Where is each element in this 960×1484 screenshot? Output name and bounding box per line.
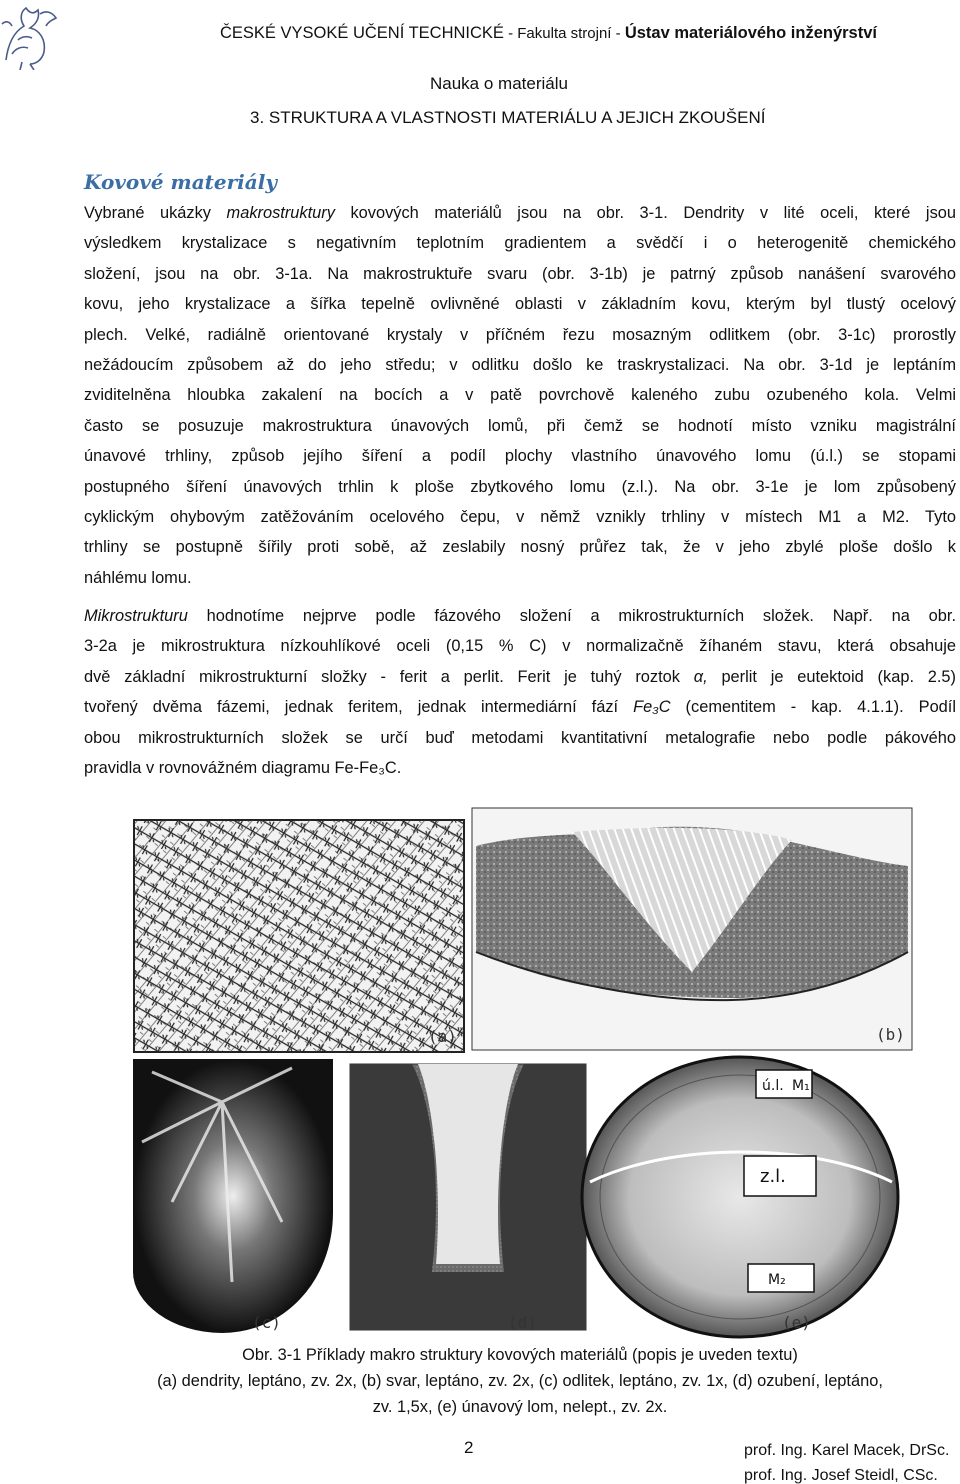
text-line: pravidla v rovnovážném diagramu Fe-Fe₃C. — [84, 759, 402, 778]
footer-authors — [744, 1438, 949, 1484]
paragraph-macrostructure — [84, 198, 956, 593]
inset-label-m1: M₁ — [792, 1078, 810, 1094]
text-line: tvořený dvěma fázemi, jednak feritem, jednak intermediární fází Fe₃C (cementitem - kap. 4.1.1). Podíl — [84, 698, 956, 717]
text-line: dvě základní mikrostrukturní složky - ferit a perlit. Ferit je tuhý roztok α, perlit je eutektoid (kap. 2.5) — [84, 667, 957, 686]
text-line: obou mikrostrukturních složek se určí buď metodami kvantitativní metalografie nebo podle pákového — [84, 728, 956, 747]
header-faculty: - Fakulta strojní - — [503, 25, 625, 42]
panel-label-e: (e) — [782, 1313, 811, 1332]
text-line: složení, jsou na obr. 3-1a. Na makrostruktuře svaru (obr. 3-1b) je patrný způsob nanášení svarového — [84, 264, 956, 283]
section-title: Kovové materiály — [84, 170, 277, 194]
text-line: zviditelněna hloubka zakalení na bocích a v patě povrchově kaleného zubu ozubeného kola. Velmi — [84, 386, 956, 405]
caption-line: Obr. 3-1 Příklady makro struktury kovových materiálů (popis je uveden textu) — [242, 1346, 798, 1364]
inset-label-zl: z.l. — [760, 1166, 786, 1187]
text-line: trhliny se postupně šířily proti sobě, až zeslabily nosný průřez tak, že v jeho zbylé ploše došlo k — [84, 538, 956, 557]
header-course: Nauka o materiálu — [430, 74, 568, 93]
header-university-line — [220, 24, 877, 43]
panel-a-dendrites — [134, 820, 464, 1052]
panel-b-weld — [472, 808, 912, 1050]
text-line: cyklickým ohybovým zatěžováním ocelového čepu, v němž vznikly trhliny v místech M1 a M2. Tyto — [84, 508, 956, 527]
paragraph-microstructure — [84, 601, 956, 783]
header-chapter: 3. STRUKTURA A VLASTNOSTI MATERIÁLU A JEJICH ZKOUŠENÍ — [250, 108, 766, 127]
panel-c-casting — [132, 1060, 332, 1340]
panel-d-gear-tooth — [350, 1064, 586, 1330]
panel-e-fatigue-fracture — [582, 1057, 898, 1337]
text-line: 3-2a je mikrostruktura nízkouhlíkové oceli (0,15 % C) v normalizačně žíhaném stavu, která obsahuje — [84, 637, 956, 656]
inset-label-m2: M₂ — [768, 1272, 786, 1288]
figure-macrostructures — [132, 802, 914, 1340]
text-line: postupného šíření únavových trhlin k ploše zbytkového lomu (z.l.). Na obr. 3-1e je lom způsobený — [84, 477, 956, 496]
text-line: únavové trhliny, způsob jejího šíření a podíl plochy vlastního únavového lomu (ú.l.) se stopami — [84, 447, 956, 466]
panel-label-a: (a) — [428, 1027, 457, 1046]
text-line: často se posuzuje makrostruktura únavových lomů, při čemž se hodnotí místo vzniku magistrální — [84, 416, 956, 435]
text-line: Vybrané ukázky makrostruktury kovových materiálů jsou na obr. 3-1. Dendrity v lité oceli, které jsou — [84, 204, 957, 222]
panel-label-d: (d) — [508, 1313, 537, 1332]
text-line: Mikrostrukturu hodnotíme nejprve podle fázového složení a mikrostrukturních složek. Např. na obr. — [84, 607, 956, 625]
caption-line: (a) dendrity, leptáno, zv. 2x, (b) svar, leptáno, zv. 2x, (c) odlitek, leptáno, zv. 1x, (d) ozubení, leptáno, — [157, 1372, 883, 1390]
university-logo-icon — [0, 0, 64, 70]
panel-label-b: (b) — [876, 1025, 905, 1044]
text-line: výsledkem krystalizace s negativním teplotním gradientem a svědčí i o heterogenitě chemického — [84, 234, 956, 253]
inset-label-ul: ú.l. — [762, 1078, 784, 1094]
panel-label-c: (c) — [252, 1313, 281, 1332]
header-university: ČESKÉ VYSOKÉ UČENÍ TECHNICKÉ — [220, 24, 504, 42]
page-number: 2 — [464, 1438, 474, 1457]
figure-caption — [84, 1342, 956, 1420]
text-line: náhlému lomu. — [84, 568, 192, 587]
caption-line: zv. 1,5x, (e) únavový lom, nelept., zv. 2x. — [372, 1398, 668, 1416]
author-name: prof. Ing. Karel Macek, DrSc. — [744, 1442, 950, 1459]
header-institute: Ústav materiálového inženýrství — [624, 24, 877, 42]
text-line: nežádoucím způsobem až do jeho středu; v odlitku došlo ke traskrystalizaci. Na obr. 3-1d je leptáním — [84, 356, 956, 375]
text-line: kovu, jeho krystalizace a šířka tepelně ovlivněné oblasti v základním kovu, kterým byl tlustý ocelový — [84, 295, 956, 314]
text-line: plech. Velké, radiálně orientované krystaly v příčném řezu mosazným odlitkem (obr. 3-1c) prorostly — [84, 325, 956, 344]
author-name: prof. Ing. Josef Steidl, CSc. — [744, 1467, 938, 1484]
